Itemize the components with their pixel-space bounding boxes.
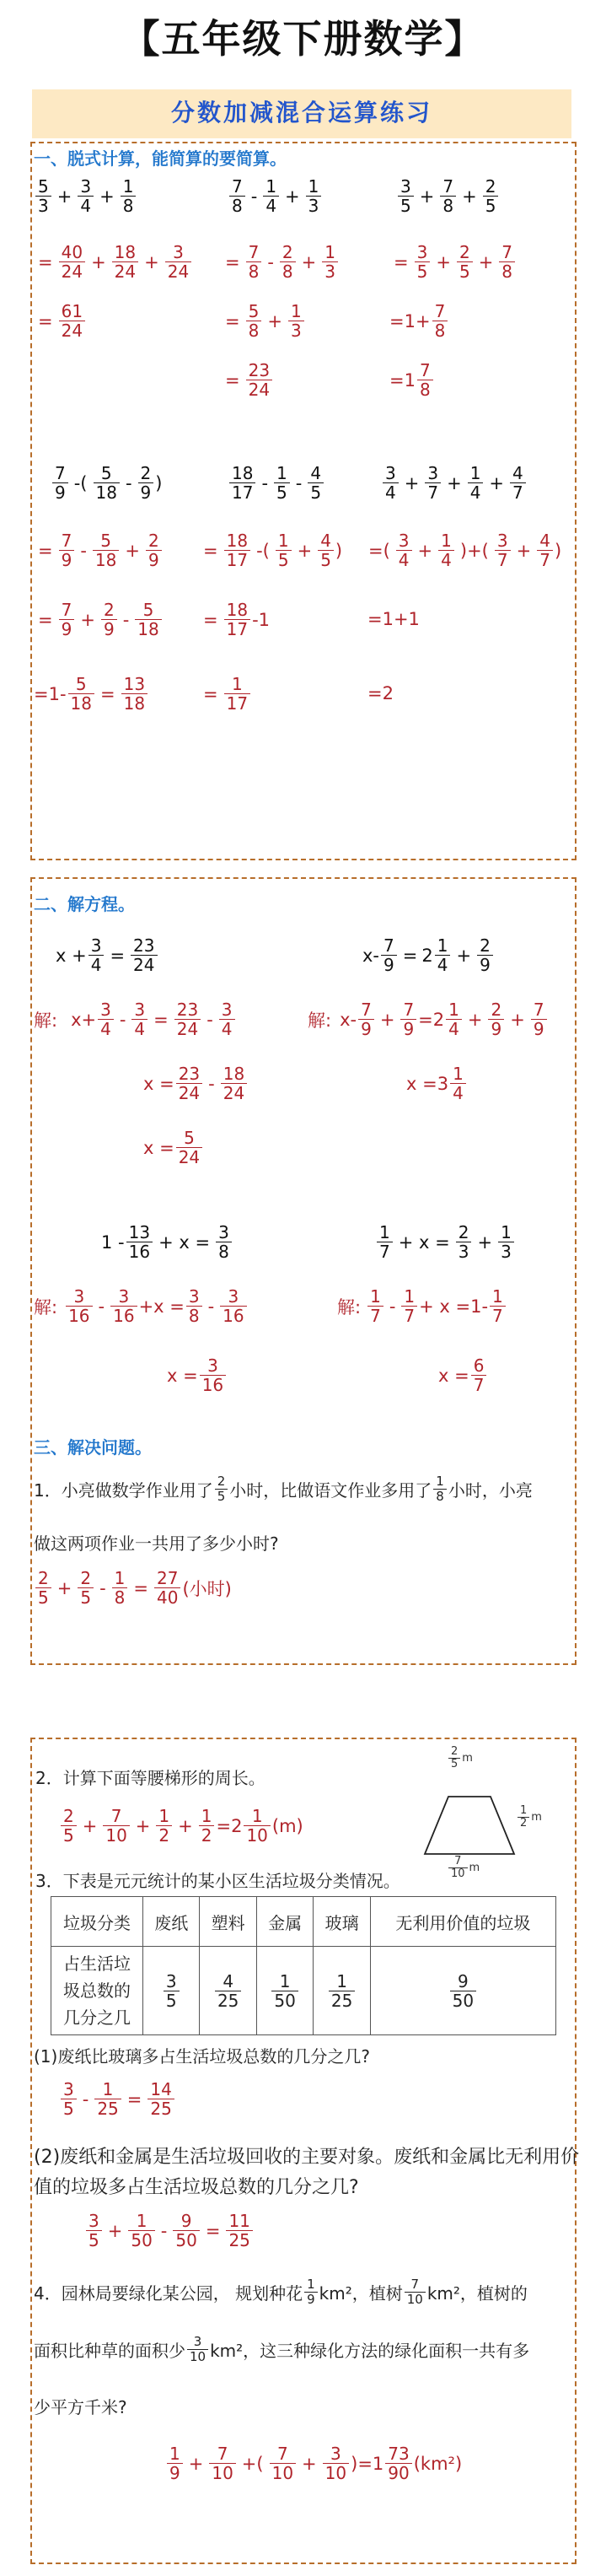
equation-1-result: x = $\frac{5}{24}$ xyxy=(143,1129,204,1167)
section-3-heading: 三、解决问题。 xyxy=(34,1437,152,1458)
waste-table xyxy=(51,1896,556,2035)
problem-2-step-1: = $\frac{7}{8}$ - $\frac{2}{8}$ + $\frac{1}{3}$ xyxy=(221,243,340,281)
question-1-line-2: 做这两项作业一共用了多少小时? xyxy=(34,1533,279,1554)
problem-4-step-1: = $\frac{7}{9}$ - $\frac{5}{18}$ + $\frac{2}{9}$ xyxy=(34,531,164,569)
section-2-heading: 二、解方程。 xyxy=(34,894,135,914)
question-2-text: 2．计算下面等腰梯形的周长。 xyxy=(35,1768,265,1788)
table-cell: $\frac{3}{5}$ xyxy=(143,1947,200,2035)
problem-4-expression: $\frac{7}{9}$ -( $\frac{5}{18}$ - $\frac{2}{9}$ ) xyxy=(51,464,162,502)
problem-3-step-2: =1+ $\frac{7}{8}$ xyxy=(389,302,449,340)
table-header: 无利用价值的垃圾 xyxy=(370,1897,555,1947)
equation-3-step-1: 解: $\frac{3}{16}$ - $\frac{3}{16}$ +x = $\frac{3}{8}$ - $\frac{3}{16}$ xyxy=(34,1287,249,1325)
table-header: 垃圾分类 xyxy=(51,1897,143,1947)
problem-5-expression: $\frac{18}{17}$ - $\frac{1}{5}$ - $\frac{4}{5}$ xyxy=(228,464,325,502)
problem-6-step-2: =1+1 xyxy=(367,609,420,629)
subtitle: 分数加减混合运算练习 xyxy=(170,99,432,127)
equation-4-result: x = $\frac{6}{7}$ xyxy=(438,1356,488,1394)
table-header: 玻璃 xyxy=(314,1897,370,1947)
problem-6-result: =2 xyxy=(367,683,394,703)
problem-3-expression: $\frac{3}{5}$ + $\frac{7}{8}$ + $\frac{2}{5}$ xyxy=(396,177,500,215)
trapezoid-shape xyxy=(425,1797,514,1854)
question-3a-answer: $\frac{3}{5}$ - $\frac{1}{25}$ = $\frac{14}{25}$ xyxy=(59,2080,176,2118)
question-4-line-2: 面积比种草的面积少 $\frac{3}{10}$ km²，这三种绿化方法的绿化面积一共有多 xyxy=(34,2334,530,2364)
page-title: 【五年级下册数学】 xyxy=(121,16,485,62)
problem-1-step-1: = $\frac{40}{24}$ + $\frac{18}{24}$ + $\frac{3}{24}$ xyxy=(34,243,193,281)
problem-6-expression: $\frac{3}{4}$ + $\frac{3}{7}$ + $\frac{1}{4}$ + $\frac{4}{7}$ xyxy=(381,464,528,502)
question-4-line-1: 4．园林局要绿化某公园， 规划种花 $\frac{1}{9}$ km²，植树 $\frac{7}{10}$ km²，植树的 xyxy=(34,2277,528,2307)
question-3b-answer: $\frac{3}{5}$ + $\frac{1}{50}$ - $\frac{9}{50}$ = $\frac{11}{25}$ xyxy=(84,2212,255,2250)
question-4-answer: $\frac{1}{9}$ + $\frac{7}{10}$ +( $\frac{7}{10}$ + $\frac{3}{10}$ ) =1 $\frac{73}{90}$ (km²) xyxy=(165,2444,462,2482)
table-cell: $\frac{1}{25}$ xyxy=(314,1947,370,2035)
waste-table-header-row xyxy=(51,1897,556,1947)
question-4-line-3: 少平方千米? xyxy=(34,2397,127,2417)
question-2-answer: $\frac{2}{5}$ + $\frac{7}{10}$ + $\frac{1}{2}$ + $\frac{1}{2}$ =2 $\frac{1}{10}$ (m) xyxy=(59,1807,303,1845)
table-cell: $\frac{4}{25}$ xyxy=(200,1947,256,2035)
table-cell: $\frac{1}{50}$ xyxy=(256,1947,313,2035)
problem-4-result: =1- $\frac{5}{18}$ = $\frac{13}{18}$ xyxy=(34,675,149,713)
equation-3: 1 - $\frac{13}{16}$ + x = $\frac{3}{8}$ xyxy=(101,1223,233,1261)
equation-1-step-2: x = $\frac{23}{24}$ - $\frac{18}{24}$ xyxy=(143,1064,249,1102)
equation-1-step-1: 解: x+ $\frac{3}{4}$ - $\frac{3}{4}$ = $\frac{23}{24}$ - $\frac{3}{4}$ xyxy=(34,1000,237,1038)
problem-3-step-1: = $\frac{3}{5}$ + $\frac{2}{5}$ + $\frac{7}{8}$ xyxy=(389,243,517,281)
problem-2-result: = $\frac{23}{24}$ xyxy=(221,361,274,399)
equation-4-step-1: 解: $\frac{1}{7}$ - $\frac{1}{7}$ + x =1- $\frac{1}{7}$ xyxy=(337,1287,507,1325)
question-3-text: 3．下表是元元统计的某小区生活垃圾分类情况。 xyxy=(35,1871,400,1891)
problem-3-result: =1 $\frac{7}{8}$ xyxy=(389,361,435,399)
table-header: 废纸 xyxy=(143,1897,200,1947)
question-1-line-1: 1．小亮做数学作业用了 $\frac{2}{5}$ 小时，比做语文作业多用了 $\frac{1}{8}$ 小时，小亮 xyxy=(34,1474,533,1504)
equation-2-result: x =3 $\frac{1}{4}$ xyxy=(406,1064,468,1102)
trapezoid-top-label: $\frac{2}{5}$ m xyxy=(447,1746,473,1770)
trapezoid-side-label: $\frac{1}{2}$ m xyxy=(516,1805,542,1830)
problem-2-expression: $\frac{7}{8}$ - $\frac{1}{4}$ + $\frac{1}{3}$ xyxy=(228,177,323,215)
equation-3-result: x = $\frac{3}{16}$ xyxy=(167,1356,228,1394)
question-3a-text: (1)废纸比玻璃多占生活垃圾总数的几分之几? xyxy=(34,2046,370,2067)
problem-2-step-2: = $\frac{5}{8}$ + $\frac{1}{3}$ xyxy=(221,302,306,340)
table-row-label: 占生活垃圾总数的几分之几 xyxy=(51,1947,143,2035)
problem-5-step-1: = $\frac{18}{17}$ -( $\frac{1}{5}$ + $\frac{4}{5}$ ) xyxy=(203,531,343,570)
equation-1: x + $\frac{3}{4}$ = $\frac{23}{24}$ xyxy=(56,936,159,974)
section-1-heading: 一、脱式计算，能简算的要简算。 xyxy=(34,148,287,169)
equation-2-step-1: 解: x- $\frac{7}{9}$ + $\frac{7}{9}$ =2 $\frac{1}{4}$ + $\frac{2}{9}$ + $\frac{7}{9}$ xyxy=(308,1000,549,1038)
equation-2: x- $\frac{7}{9}$ = 2 $\frac{1}{4}$ + $\frac{2}{9}$ xyxy=(362,936,495,974)
problem-5-step-2: = $\frac{18}{17}$ -1 xyxy=(203,600,271,639)
problem-6-step-1: =( $\frac{3}{4}$ + $\frac{1}{4}$ )+( $\frac{3}{7}$ + $\frac{4}{7}$ ) xyxy=(368,531,562,570)
problem-1-result: = $\frac{61}{24}$ xyxy=(34,302,87,340)
question-3b-text: (2)废纸和金属是生活垃圾回收的主要对象。废纸和金属比无利用价值的垃圾多占生活垃圾总数的几分之几? xyxy=(34,2147,580,2198)
table-cell: $\frac{9}{50}$ xyxy=(370,1947,555,2035)
problem-5-result: = $\frac{1}{17}$ xyxy=(199,675,252,713)
equation-4: $\frac{1}{7}$ + x = $\frac{2}{3}$ + $\frac{1}{3}$ xyxy=(375,1223,516,1261)
waste-table-value-row xyxy=(51,1947,556,2035)
problem-4-step-2: = $\frac{7}{9}$ + $\frac{2}{9}$ - $\frac{5}{18}$ xyxy=(34,601,164,639)
problem-1-expression: $\frac{5}{3}$ + $\frac{3}{4}$ + $\frac{1}{8}$ xyxy=(34,177,137,215)
trapezoid-bottom-label: $\frac{7}{10}$ m xyxy=(447,1856,480,1880)
question-1-answer: $\frac{2}{5}$ + $\frac{2}{5}$ - $\frac{1}{8}$ = $\frac{27}{40}$ (小时) xyxy=(34,1569,232,1607)
table-header: 塑料 xyxy=(200,1897,256,1947)
table-header: 金属 xyxy=(256,1897,313,1947)
